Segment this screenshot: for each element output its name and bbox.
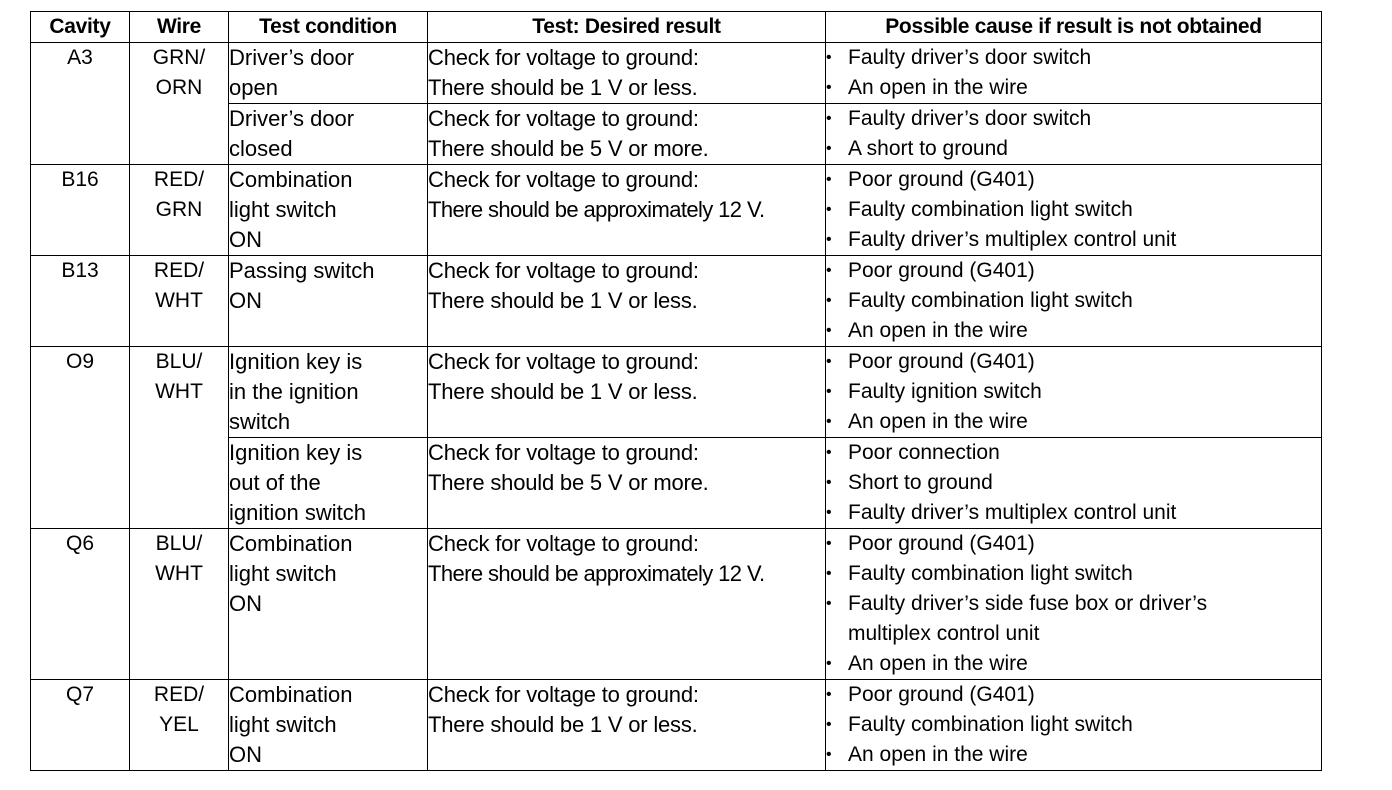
test-condition-cell — [229, 680, 428, 771]
bullet-icon: • — [826, 535, 832, 552]
desired-result-line: There should be 1 V or less. — [428, 288, 698, 313]
test-condition-line: switch — [229, 409, 291, 434]
cause-item — [826, 347, 1321, 377]
cause-list — [826, 43, 1321, 103]
test-condition-cell — [229, 529, 428, 680]
cause-item — [826, 225, 1321, 255]
test-condition-line: ignition switch — [229, 500, 366, 525]
cause-item — [826, 256, 1321, 286]
wire-cell — [130, 529, 229, 680]
cause-item — [826, 134, 1321, 164]
bullet-icon: • — [826, 444, 832, 461]
bullet-icon: • — [826, 322, 832, 339]
test-condition-cell — [229, 43, 428, 104]
cause-item — [826, 589, 1321, 619]
bullet-icon: • — [826, 171, 832, 188]
cause-item — [826, 104, 1321, 134]
cause-text: Poor connection — [848, 441, 1000, 464]
cause-text: An open in the wire — [848, 76, 1028, 99]
cause-item — [826, 710, 1321, 740]
wire-color-line: GRN — [155, 198, 203, 221]
table-row — [31, 165, 1322, 256]
cause-item — [826, 377, 1321, 407]
table-body — [31, 43, 1322, 771]
possible-cause-cell — [826, 438, 1322, 529]
cause-text: Poor ground (G401) — [848, 532, 1035, 555]
cause-item — [826, 559, 1321, 589]
desired-result-line: Check for voltage to ground: — [428, 45, 699, 70]
desired-result-line: Check for voltage to ground: — [428, 531, 699, 556]
cause-list — [826, 256, 1321, 346]
cavity-cell: B16 — [31, 165, 130, 256]
cause-list — [826, 438, 1321, 528]
wire-color-line: BLU/ — [155, 350, 203, 373]
cause-text: Poor ground (G401) — [848, 350, 1035, 373]
desired-result-line: There should be approximately 12 V. — [428, 561, 765, 586]
possible-cause-cell — [826, 165, 1322, 256]
bullet-icon: • — [826, 686, 832, 703]
cause-item — [826, 407, 1321, 437]
possible-cause-cell — [826, 104, 1322, 165]
cause-text: Faulty ignition switch — [848, 380, 1042, 403]
test-condition-line: out of the — [229, 470, 321, 495]
possible-cause-cell — [826, 43, 1322, 104]
test-condition-line: in the ignition — [229, 379, 359, 404]
cause-text: Faulty combination light switch — [848, 198, 1133, 221]
cavity-cell: O9 — [31, 347, 130, 529]
wire-cell — [130, 165, 229, 256]
table-row — [31, 256, 1322, 347]
bullet-icon: • — [826, 595, 832, 612]
cause-text: Short to ground — [848, 471, 993, 494]
wire-color-line: WHT — [155, 289, 203, 312]
cause-item — [826, 195, 1321, 225]
cause-text: multiplex control unit — [848, 622, 1040, 645]
cause-item — [826, 498, 1321, 528]
cause-text: Faulty driver’s door switch — [848, 46, 1092, 69]
table-row — [31, 43, 1322, 104]
cause-text: An open in the wire — [848, 743, 1028, 766]
test-condition-line: open — [229, 75, 278, 100]
test-condition-line: Passing switch — [229, 258, 375, 283]
bullet-icon: • — [826, 413, 832, 430]
possible-cause-cell — [826, 529, 1322, 680]
bullet-icon: • — [826, 231, 832, 248]
cause-list — [826, 104, 1321, 164]
test-condition-line: light switch — [229, 712, 337, 737]
test-condition-cell — [229, 165, 428, 256]
header-desired-result: Test: Desired result — [428, 12, 826, 43]
bullet-icon: • — [826, 504, 832, 521]
test-condition-cell — [229, 256, 428, 347]
wire-cell — [130, 680, 229, 771]
test-condition-cell — [229, 438, 428, 529]
cause-item — [826, 619, 1321, 649]
cavity-cell: Q6 — [31, 529, 130, 680]
cause-text: Faulty driver’s multiplex control unit — [848, 228, 1177, 251]
cause-item — [826, 680, 1321, 710]
test-condition-line: Ignition key is — [229, 349, 363, 374]
desired-result-cell — [428, 104, 826, 165]
cause-text: Faulty combination light switch — [848, 289, 1133, 312]
test-condition-line: Combination — [229, 167, 353, 192]
cause-text: Faulty driver’s multiplex control unit — [848, 501, 1177, 524]
wire-cell — [130, 256, 229, 347]
cause-item — [826, 43, 1321, 73]
desired-result-cell — [428, 438, 826, 529]
table-row — [31, 347, 1322, 438]
test-condition-line: ON — [229, 227, 262, 252]
cause-text: Faulty combination light switch — [848, 713, 1133, 736]
bullet-icon: • — [826, 110, 832, 127]
bullet-icon: • — [826, 565, 832, 582]
test-condition-line: Combination — [229, 531, 353, 556]
cause-text: Poor ground (G401) — [848, 168, 1035, 191]
cavity-cell: A3 — [31, 43, 130, 165]
wire-cell — [130, 43, 229, 165]
desired-result-line: Check for voltage to ground: — [428, 349, 699, 374]
bullet-icon: • — [826, 353, 832, 370]
table-row — [31, 680, 1322, 771]
possible-cause-cell — [826, 347, 1322, 438]
desired-result-line: There should be approximately 12 V. — [428, 197, 765, 222]
test-condition-line: ON — [229, 591, 262, 616]
desired-result-line: Check for voltage to ground: — [428, 440, 699, 465]
test-condition-cell — [229, 104, 428, 165]
test-condition-line: ON — [229, 742, 262, 767]
desired-result-cell — [428, 529, 826, 680]
desired-result-line: There should be 1 V or less. — [428, 712, 698, 737]
wire-color-line: WHT — [155, 562, 203, 585]
test-condition-line: ON — [229, 288, 262, 313]
cause-text: An open in the wire — [848, 410, 1028, 433]
test-condition-cell — [229, 347, 428, 438]
cause-text: Faulty driver’s side fuse box or driver’s — [848, 592, 1208, 615]
bullet-icon: • — [826, 292, 832, 309]
bullet-icon: • — [826, 655, 832, 672]
desired-result-cell — [428, 43, 826, 104]
cause-text: Poor ground (G401) — [848, 259, 1035, 282]
cause-list — [826, 347, 1321, 437]
cause-item — [826, 529, 1321, 559]
test-condition-line: light switch — [229, 197, 337, 222]
desired-result-cell — [428, 256, 826, 347]
header-possible-cause: Possible cause if result is not obtained — [826, 12, 1322, 43]
cause-text: An open in the wire — [848, 652, 1028, 675]
wire-color-line: ORN — [155, 76, 203, 99]
possible-cause-cell — [826, 680, 1322, 771]
desired-result-cell — [428, 347, 826, 438]
diagnostic-table — [30, 11, 1322, 771]
cavity-cell: B13 — [31, 256, 130, 347]
desired-result-line: Check for voltage to ground: — [428, 258, 699, 283]
wire-color-line: GRN/ — [152, 46, 206, 69]
desired-result-line: There should be 5 V or more. — [428, 136, 709, 161]
wire-color-line: RED/ — [153, 168, 205, 191]
desired-result-line: There should be 1 V or less. — [428, 379, 698, 404]
header-cavity: Cavity — [31, 12, 130, 43]
cause-item — [826, 316, 1321, 346]
desired-result-line: Check for voltage to ground: — [428, 106, 699, 131]
test-condition-line: Driver’s door — [229, 45, 355, 70]
cause-item — [826, 438, 1321, 468]
test-condition-line: closed — [229, 136, 293, 161]
bullet-icon: • — [826, 49, 832, 66]
cause-text: Poor ground (G401) — [848, 683, 1035, 706]
possible-cause-cell — [826, 256, 1322, 347]
desired-result-line: There should be 1 V or less. — [428, 75, 698, 100]
test-condition-line: Driver’s door — [229, 106, 355, 131]
cause-text: A short to ground — [848, 137, 1008, 160]
wire-color-line: RED/ — [153, 683, 205, 706]
test-condition-line: Ignition key is — [229, 440, 363, 465]
bullet-icon: • — [826, 383, 832, 400]
bullet-icon: • — [826, 262, 832, 279]
table-row — [31, 529, 1322, 680]
cause-list — [826, 165, 1321, 255]
cause-item — [826, 740, 1321, 770]
desired-result-line: Check for voltage to ground: — [428, 167, 699, 192]
test-condition-line: Combination — [229, 682, 353, 707]
header-row — [31, 12, 1322, 43]
cause-item — [826, 649, 1321, 679]
cause-item — [826, 468, 1321, 498]
desired-result-cell — [428, 680, 826, 771]
cause-text: Faulty driver’s door switch — [848, 107, 1092, 130]
header-wire: Wire — [130, 12, 229, 43]
bullet-icon: • — [826, 716, 832, 733]
wire-cell — [130, 347, 229, 529]
cause-list — [826, 680, 1321, 770]
cause-item — [826, 165, 1321, 195]
cause-text: An open in the wire — [848, 319, 1028, 342]
bullet-icon: • — [826, 140, 832, 157]
wire-color-line: RED/ — [153, 259, 205, 282]
desired-result-line: There should be 5 V or more. — [428, 470, 709, 495]
wire-color-line: BLU/ — [155, 532, 203, 555]
desired-result-line: Check for voltage to ground: — [428, 682, 699, 707]
bullet-icon: • — [826, 201, 832, 218]
cavity-cell: Q7 — [31, 680, 130, 771]
cause-list — [826, 529, 1321, 679]
desired-result-cell — [428, 165, 826, 256]
cause-text: Faulty combination light switch — [848, 562, 1133, 585]
bullet-icon: • — [826, 746, 832, 763]
cause-item — [826, 286, 1321, 316]
wire-color-line: WHT — [155, 380, 203, 403]
cause-item — [826, 73, 1321, 103]
test-condition-line: light switch — [229, 561, 337, 586]
header-test-condition: Test condition — [229, 12, 428, 43]
bullet-icon: • — [826, 474, 832, 491]
wire-color-line: YEL — [159, 713, 199, 736]
bullet-icon: • — [826, 79, 832, 96]
